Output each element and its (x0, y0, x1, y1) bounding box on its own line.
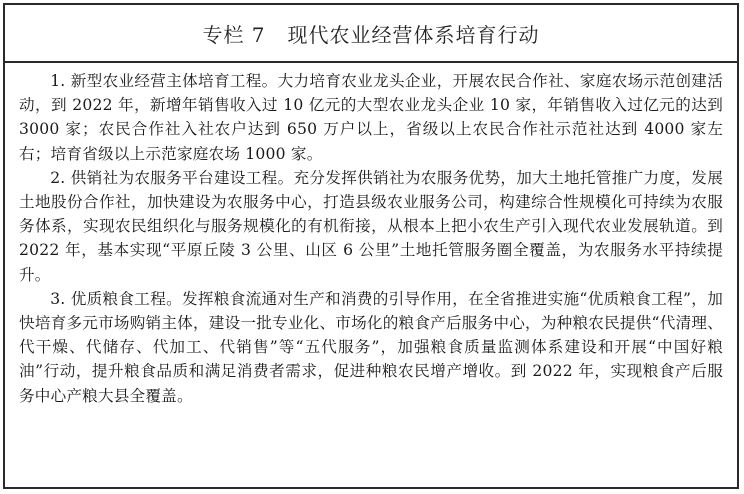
paragraph-3: 3. 优质粮食工程。发挥粮食流通对生产和消费的引导作用，在全省推进实施“优质粮食工程”，加快培育多元市场购销主体，建设一批专业化、市场化的粮食产后服务中心，为种粮农民提供“代清理、代干燥、代储存、代加工、代销售”等“五代服务”，加强粮食质量监测体系建设和开展“中国好粮油”行动，提升粮食品质和满足消费者需求，促进种粮农民增产增收。到 2022 年，实现粮食产后服务中心产粮大县全覆盖。 (19, 289, 723, 405)
paragraph-1: 1. 新型农业经营主体培育工程。大力培育农业龙头企业，开展农民合作社、家庭农场示范创建活动，到 2022 年，新增年销售收入过 10 亿元的大型农业龙头企业 10 家，年销售收入过亿元的达到 3000 家；农民合作社入社农户达到 650 万户以上，省级以上农民合作社示范社达到 4000 家左右；培育省级以上示范家庭农场 1000 家。 (19, 72, 723, 163)
box-title (202, 19, 539, 48)
paragraph-2: 2. 供销社为农服务平台建设工程。充分发挥供销社为农服务优势，加大土地托管推广力度，发展土地股份合作社，加快建设为农服务中心，打造县级农业服务公司，构建综合性规模化可持续为农服务体系，实现农民组织化与服务规模化的有机衔接，从根本上把小农生产引入现代农业发展轨道。到 2022 年，基本实现“平原丘陵 3 公里、山区 6 公里”土地托管服务圈全覆盖，为农服务水平持续提升。 (19, 168, 723, 284)
feature-box (3, 3, 739, 489)
box-content (5, 63, 737, 408)
box-title-label: 专栏 7 (202, 22, 266, 47)
title-bar (5, 5, 737, 63)
box-title-text: 现代农业经营体系培育行动 (287, 22, 540, 47)
